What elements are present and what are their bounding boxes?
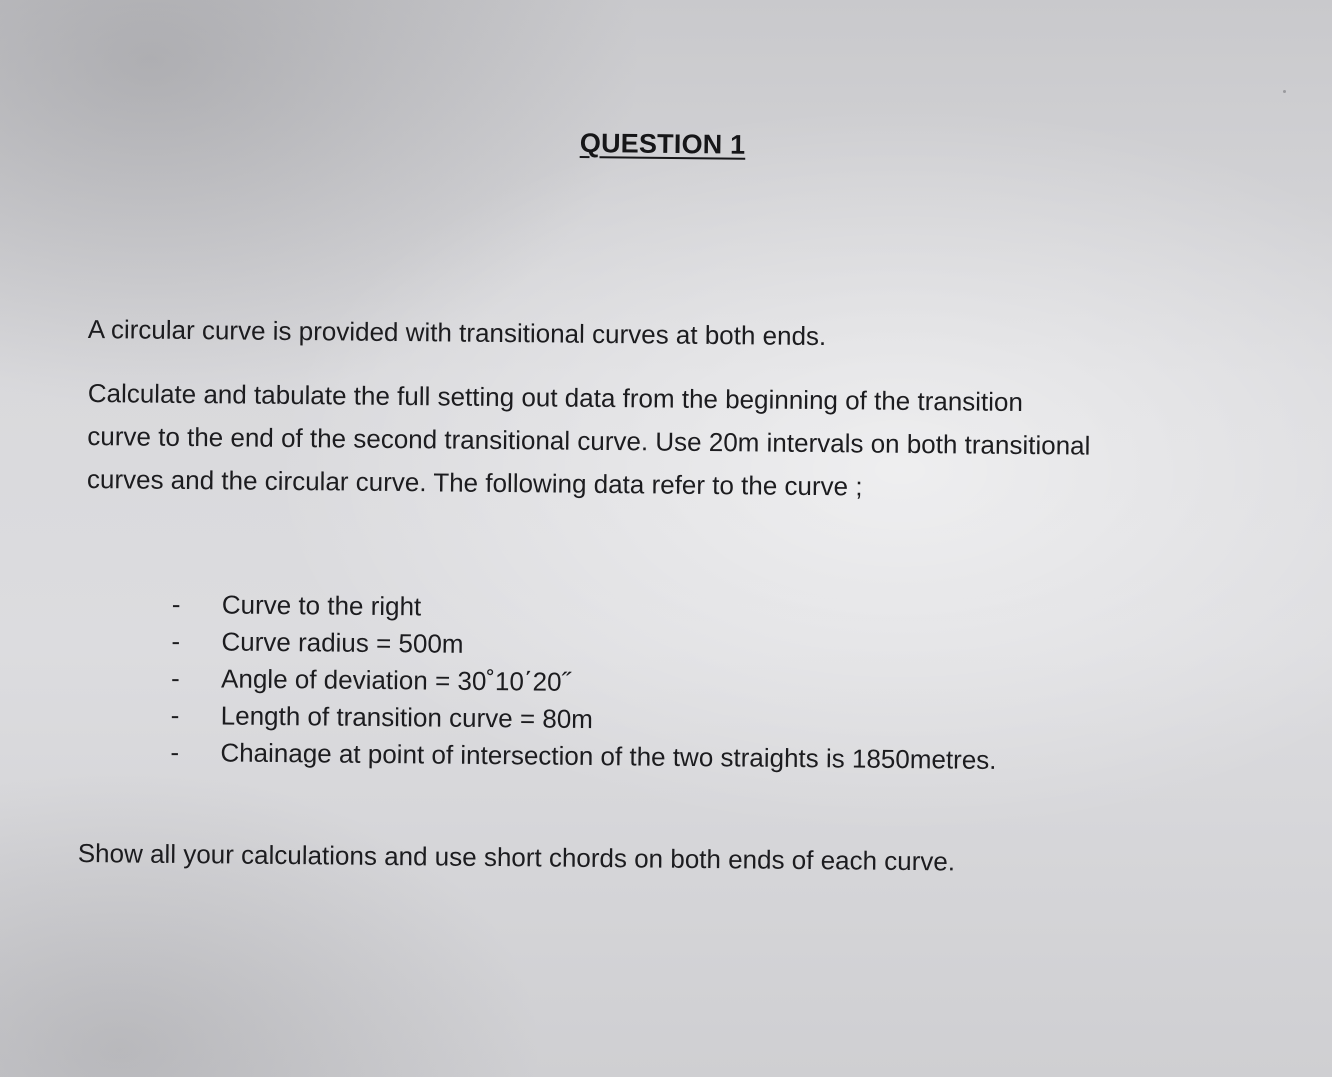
dash-bullet: - — [171, 625, 181, 657]
list-item-text: Chainage at point of intersection of the two straights is 1850metres. — [220, 737, 997, 775]
list-item-text: Length of transition curve = 80m — [220, 700, 594, 735]
instructions-paragraph — [87, 372, 1268, 512]
paper-speck — [1283, 90, 1286, 93]
curve-data-list — [170, 586, 1172, 781]
dash-bullet: - — [170, 736, 180, 768]
dash-bullet: - — [170, 662, 180, 694]
list-item-text: Angle of deviation = 30˚10΄20˝ — [220, 663, 571, 697]
dash-bullet: - — [171, 588, 181, 620]
instructions-line: curves and the circular curve. The following data refer to the curve ; — [86, 463, 863, 502]
instructions-line: curve to the end of the second transitional curve. Use 20m intervals on both transitional — [87, 420, 1091, 461]
instructions-line: Calculate and tabulate the full setting out data from the beginning of the transition — [87, 377, 1024, 417]
question-heading: QUESTION 1 — [579, 128, 746, 160]
dash-bullet: - — [170, 699, 180, 731]
list-item-text: Curve to the right — [221, 589, 422, 622]
intro-paragraph: A circular curve is provided with transitional curves at both ends. — [87, 313, 827, 352]
list-item-text: Curve radius = 500m — [221, 626, 464, 659]
closing-paragraph: Show all your calculations and use short chords on both ends of each curve. — [77, 837, 956, 877]
